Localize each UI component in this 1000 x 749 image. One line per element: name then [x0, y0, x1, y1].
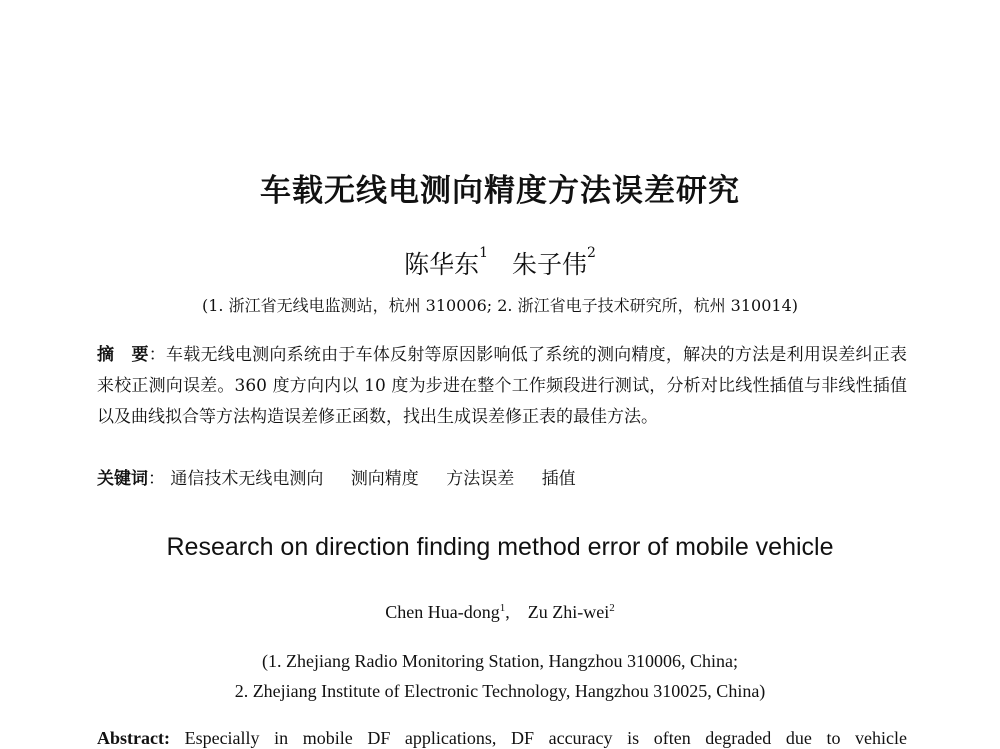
keyword: 方法误差 [446, 469, 515, 489]
author-1-name: 陈华东 [404, 250, 480, 279]
keyword: 插值 [541, 469, 576, 489]
english-affiliation-line-1: (1. Zhejiang Radio Monitoring Station, Hangzhou 310006, China; [262, 651, 738, 671]
en-abstract-label: Abstract: [97, 728, 170, 748]
english-title: Research on direction finding method error of mobile vehicle [166, 533, 834, 561]
english-affiliation-line-2: 2. Zhejiang Institute of Electronic Technology, Hangzhou 310025, China) [234, 681, 766, 701]
abstract-colon: ： [148, 345, 166, 365]
en-author-1-mark: 1 [499, 602, 506, 614]
chinese-affiliation: (1. 浙江省无线电监测站，杭州 310006; 2. 浙江省电子技术研究所，杭州 310014) [202, 296, 798, 315]
keywords-label: 关键词 [97, 469, 148, 489]
author-2-name: 朱子伟 [512, 250, 588, 279]
english-abstract [97, 728, 907, 749]
keywords-colon: ： [148, 469, 165, 489]
chinese-abstract [97, 340, 907, 433]
en-author-2-mark: 2 [609, 602, 615, 614]
en-author-1-name: Chen Hua-dong [385, 602, 500, 622]
author-separator: , [505, 602, 528, 622]
en-abstract-text: Especially in mobile DF applications, DF accuracy is often degraded due to vehicle [184, 728, 908, 748]
author-2-mark: 2 [587, 245, 596, 261]
keyword: 测向精度 [350, 469, 419, 489]
chinese-keywords [97, 464, 907, 489]
en-author-2-name: Zu Zhi-wei [527, 602, 610, 622]
keyword: 通信技术无线电测向 [170, 469, 324, 489]
chinese-title: 车载无线电测向精度方法误差研究 [260, 173, 740, 209]
abstract-text: 车载无线电测向系统由于车体反射等原因影响低了系统的测向精度，解决的方法是利用误差纠正表来校正测向误差。360 度方向内以 10 度为步进在整个工作频段进行测试，分析对比线性插值与非线性插值以及曲线拟合等方法构造误差修正函数，找出生成误差修正表的最佳方法。 [97, 345, 908, 427]
author-1-mark: 1 [479, 245, 488, 261]
abstract-label: 摘 要 [97, 345, 149, 365]
chinese-authors [0, 245, 1000, 281]
english-authors [0, 602, 1000, 623]
